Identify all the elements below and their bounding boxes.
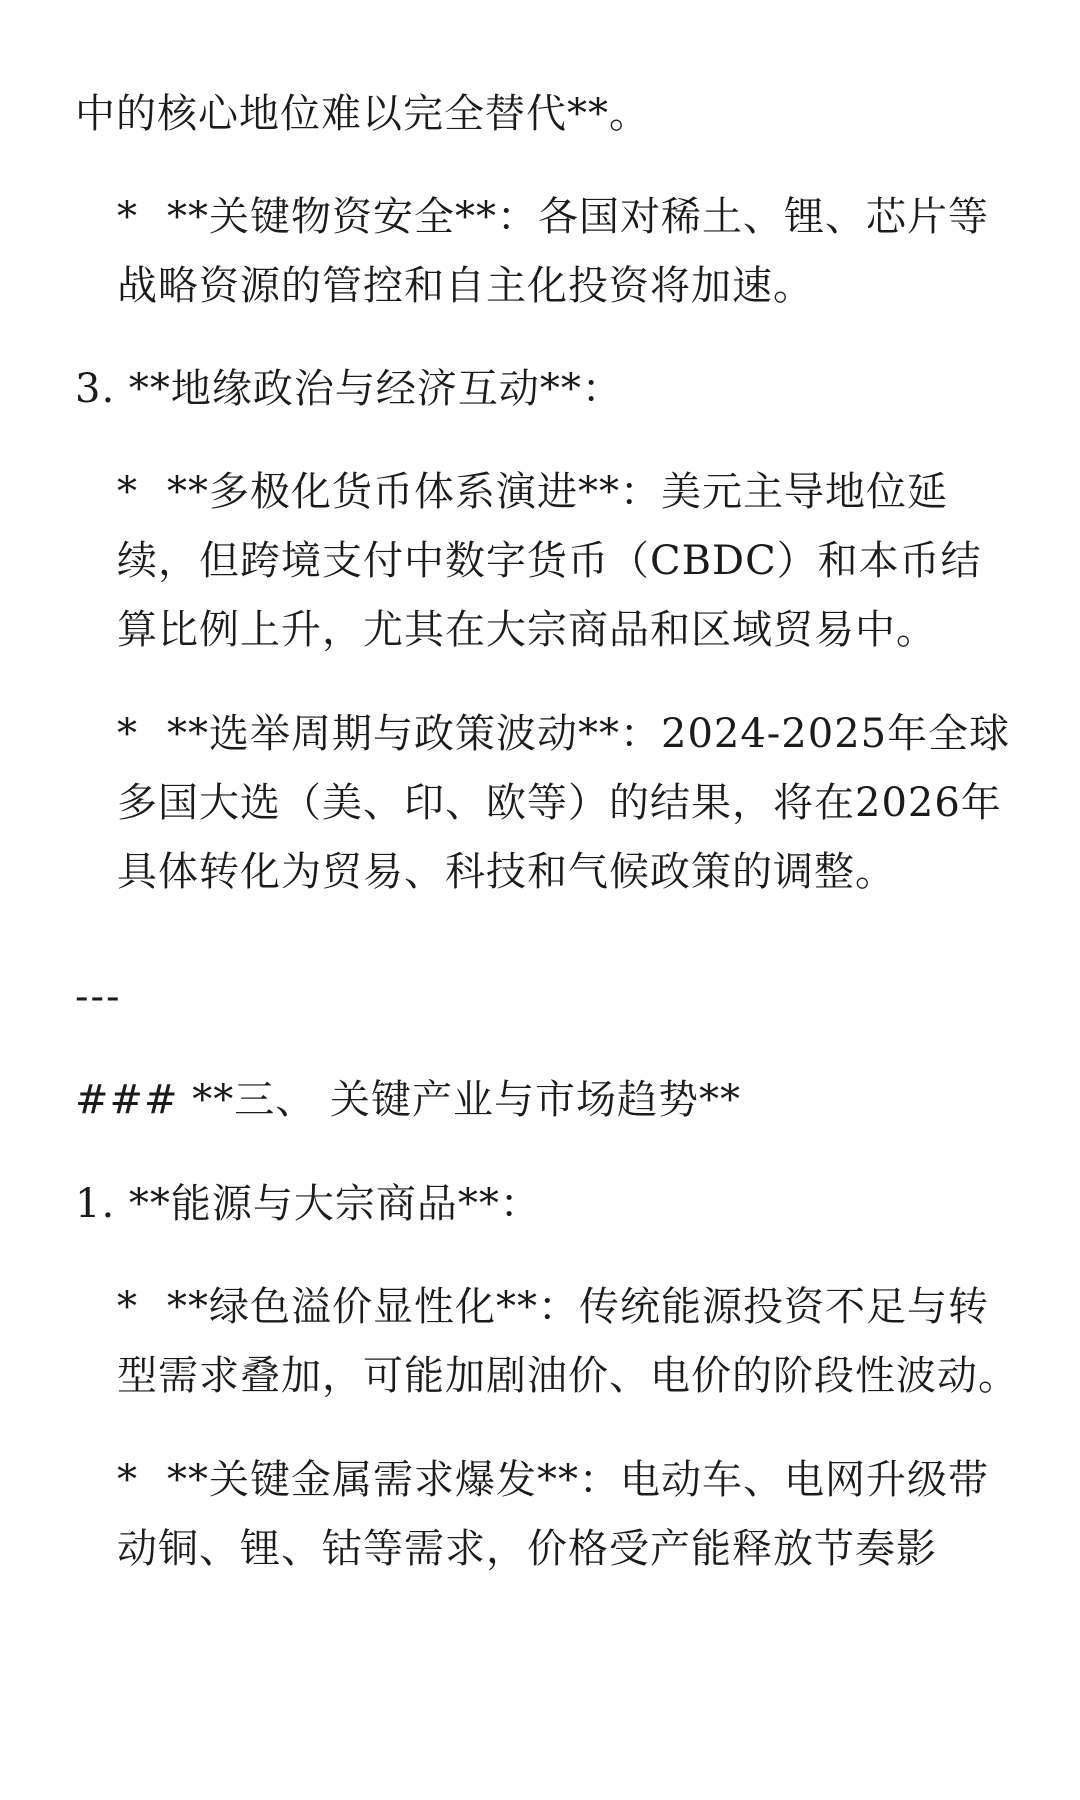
bullet-item-currency-system [75, 458, 1020, 665]
bullet-item-green-premium [75, 1273, 1020, 1411]
numbered-item-energy [75, 1170, 1020, 1239]
bullet-marker: * [117, 711, 138, 757]
bullet-item-metal-demand [75, 1446, 1020, 1584]
rule-text: --- [75, 974, 122, 1020]
bullet-text: **多极化货币体系演进**：美元主导地位延续，但跨境支付中数字货币（CBDC）和本币结算比例上升，尤其在大宗商品和区域贸易中。 [117, 469, 982, 653]
bullet-text: **选举周期与政策波动**：2024-2025年全球多国大选（美、印、欧等）的结果，将在2026年具体转化为贸易、科技和气候政策的调整。 [117, 711, 1011, 895]
bullet-text: **关键金属需求爆发**：电动车、电网升级带动铜、锂、钴等需求，价格受产能释放节奏影 [117, 1457, 989, 1572]
bullet-item-election-cycle [75, 700, 1020, 907]
numbered-text: 3. **地缘政治与经济互动**： [75, 366, 623, 412]
bullet-marker: * [117, 469, 138, 515]
bullet-marker: * [117, 1457, 138, 1503]
bullet-item-key-materials [75, 183, 1020, 321]
heading-text: ### **三、 关键产业与市场趋势** [75, 1077, 741, 1123]
bullet-marker: * [117, 194, 138, 240]
section-heading [75, 1066, 1020, 1135]
horizontal-rule-text [75, 963, 1020, 1032]
bullet-marker: * [117, 1284, 138, 1330]
bullet-text: **关键物资安全**：各国对稀土、锂、芯片等战略资源的管控和自主化投资将加速。 [117, 194, 989, 309]
paragraph-1 [75, 80, 1020, 149]
paragraph-text: 中的核心地位难以完全替代**。 [75, 91, 650, 137]
numbered-text: 1. **能源与大宗商品**： [75, 1181, 541, 1227]
bullet-text: **绿色溢价显性化**：传统能源投资不足与转型需求叠加，可能加剧油价、电价的阶段性波动。 [117, 1284, 1019, 1399]
numbered-item-geopolitics [75, 355, 1020, 424]
